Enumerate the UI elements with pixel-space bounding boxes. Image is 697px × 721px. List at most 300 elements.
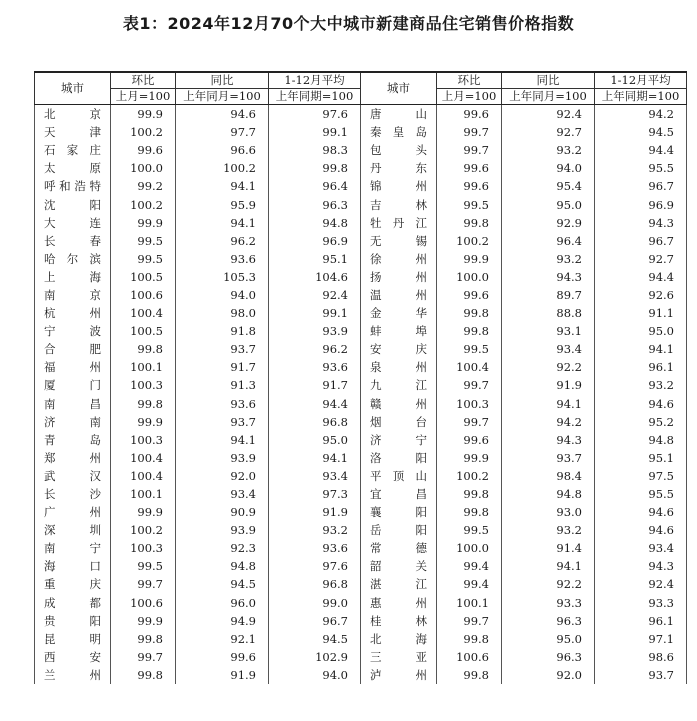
left-yoy-cell: 91.9	[176, 666, 269, 684]
right-mom-cell: 100.0	[437, 268, 502, 286]
right-city-cell: 丹东	[361, 159, 437, 177]
table-row	[35, 449, 687, 467]
left-yoy-cell: 94.1	[176, 431, 269, 449]
left-city-cell: 沈阳	[35, 195, 111, 213]
right-yoy-cell: 93.7	[502, 449, 595, 467]
left-yoy-cell: 92.0	[176, 467, 269, 485]
header-mom-left: 环比	[111, 72, 176, 89]
left-yoy-cell: 94.6	[176, 105, 269, 124]
left-yoy-cell: 94.9	[176, 612, 269, 630]
right-yoy-cell: 95.0	[502, 195, 595, 213]
left-city-cell: 青岛	[35, 431, 111, 449]
right-yoy-cell: 94.3	[502, 268, 595, 286]
header-mom-base-right: 上月=100	[437, 89, 502, 105]
right-avg-cell: 95.5	[595, 485, 687, 503]
right-mom-cell: 100.2	[437, 232, 502, 250]
left-yoy-cell: 94.8	[176, 557, 269, 575]
right-avg-cell: 94.6	[595, 503, 687, 521]
left-city-cell: 济南	[35, 413, 111, 431]
right-yoy-cell: 96.4	[502, 232, 595, 250]
table-row	[35, 648, 687, 666]
left-city-cell: 成都	[35, 594, 111, 612]
right-yoy-cell: 96.3	[502, 648, 595, 666]
right-city-cell: 平顶山	[361, 467, 437, 485]
left-city-cell: 石家庄	[35, 141, 111, 159]
left-yoy-cell: 94.1	[176, 214, 269, 232]
right-yoy-cell: 92.7	[502, 123, 595, 141]
right-mom-cell: 100.0	[437, 539, 502, 557]
right-mom-cell: 99.8	[437, 322, 502, 340]
left-city-cell: 南京	[35, 286, 111, 304]
right-avg-cell: 93.3	[595, 594, 687, 612]
right-avg-cell: 92.6	[595, 286, 687, 304]
right-avg-cell: 95.1	[595, 449, 687, 467]
right-avg-cell: 96.7	[595, 177, 687, 195]
table-row	[35, 467, 687, 485]
right-avg-cell: 94.5	[595, 123, 687, 141]
table-row	[35, 268, 687, 286]
right-mom-cell: 99.8	[437, 304, 502, 322]
left-city-cell: 长沙	[35, 485, 111, 503]
table-row	[35, 177, 687, 195]
left-city-cell: 合肥	[35, 340, 111, 358]
right-city-cell: 无锡	[361, 232, 437, 250]
right-mom-cell: 99.5	[437, 521, 502, 539]
header-yoy-base-right: 上年同月=100	[502, 89, 595, 105]
left-avg-cell: 97.3	[269, 485, 361, 503]
right-avg-cell: 95.2	[595, 413, 687, 431]
left-yoy-cell: 96.6	[176, 141, 269, 159]
left-mom-cell: 99.8	[111, 340, 176, 358]
left-city-cell: 太原	[35, 159, 111, 177]
right-avg-cell: 93.2	[595, 376, 687, 394]
right-yoy-cell: 96.3	[502, 612, 595, 630]
left-mom-cell: 99.7	[111, 648, 176, 666]
right-mom-cell: 100.4	[437, 358, 502, 376]
right-mom-cell: 99.8	[437, 503, 502, 521]
table-row	[35, 431, 687, 449]
left-mom-cell: 100.5	[111, 268, 176, 286]
left-mom-cell: 100.4	[111, 467, 176, 485]
right-city-cell: 吉林	[361, 195, 437, 213]
right-city-cell: 秦皇岛	[361, 123, 437, 141]
left-avg-cell: 94.1	[269, 449, 361, 467]
right-yoy-cell: 95.4	[502, 177, 595, 195]
right-mom-cell: 99.6	[437, 159, 502, 177]
right-city-cell: 岳阳	[361, 521, 437, 539]
right-yoy-cell: 98.4	[502, 467, 595, 485]
right-city-cell: 扬州	[361, 268, 437, 286]
right-avg-cell: 94.4	[595, 268, 687, 286]
right-city-cell: 烟台	[361, 413, 437, 431]
left-avg-cell: 93.2	[269, 521, 361, 539]
right-avg-cell: 94.3	[595, 214, 687, 232]
left-city-cell: 西安	[35, 648, 111, 666]
left-avg-cell: 99.1	[269, 123, 361, 141]
table-row	[35, 159, 687, 177]
header-mom-right: 环比	[437, 72, 502, 89]
left-city-cell: 哈尔滨	[35, 250, 111, 268]
table-row	[35, 594, 687, 612]
table-row	[35, 250, 687, 268]
table-row	[35, 413, 687, 431]
right-yoy-cell: 91.9	[502, 376, 595, 394]
left-yoy-cell: 91.7	[176, 358, 269, 376]
right-avg-cell: 94.6	[595, 521, 687, 539]
left-avg-cell: 94.0	[269, 666, 361, 684]
left-avg-cell: 97.6	[269, 557, 361, 575]
left-yoy-cell: 93.4	[176, 485, 269, 503]
left-city-cell: 贵阳	[35, 612, 111, 630]
right-city-cell: 宜昌	[361, 485, 437, 503]
table-row	[35, 666, 687, 684]
left-yoy-cell: 95.9	[176, 195, 269, 213]
left-yoy-cell: 94.5	[176, 575, 269, 593]
right-avg-cell: 93.7	[595, 666, 687, 684]
right-yoy-cell: 94.3	[502, 431, 595, 449]
right-mom-cell: 100.2	[437, 467, 502, 485]
right-mom-cell: 99.7	[437, 413, 502, 431]
left-mom-cell: 100.5	[111, 322, 176, 340]
left-city-cell: 南宁	[35, 539, 111, 557]
left-yoy-cell: 98.0	[176, 304, 269, 322]
right-avg-cell: 94.6	[595, 395, 687, 413]
left-avg-cell: 97.6	[269, 105, 361, 124]
right-mom-cell: 100.1	[437, 594, 502, 612]
header-city-right: 城市	[361, 72, 437, 105]
right-city-cell: 三亚	[361, 648, 437, 666]
left-mom-cell: 99.5	[111, 232, 176, 250]
left-avg-cell: 99.0	[269, 594, 361, 612]
right-city-cell: 常德	[361, 539, 437, 557]
table-row	[35, 358, 687, 376]
left-mom-cell: 99.9	[111, 503, 176, 521]
left-mom-cell: 100.2	[111, 123, 176, 141]
left-mom-cell: 99.9	[111, 105, 176, 124]
left-avg-cell: 91.9	[269, 503, 361, 521]
left-yoy-cell: 91.8	[176, 322, 269, 340]
left-mom-cell: 100.2	[111, 195, 176, 213]
right-mom-cell: 99.8	[437, 630, 502, 648]
right-yoy-cell: 92.9	[502, 214, 595, 232]
right-mom-cell: 99.9	[437, 449, 502, 467]
left-yoy-cell: 100.2	[176, 159, 269, 177]
right-avg-cell: 96.1	[595, 612, 687, 630]
right-yoy-cell: 91.4	[502, 539, 595, 557]
header-yoy-right: 同比	[502, 72, 595, 89]
right-yoy-cell: 94.2	[502, 413, 595, 431]
right-city-cell: 九江	[361, 376, 437, 394]
right-city-cell: 济宁	[361, 431, 437, 449]
right-city-cell: 洛阳	[361, 449, 437, 467]
right-city-cell: 赣州	[361, 395, 437, 413]
table-row	[35, 340, 687, 358]
right-yoy-cell: 94.0	[502, 159, 595, 177]
right-yoy-cell: 92.4	[502, 105, 595, 124]
right-city-cell: 韶关	[361, 557, 437, 575]
left-mom-cell: 100.4	[111, 449, 176, 467]
left-yoy-cell: 96.0	[176, 594, 269, 612]
left-avg-cell: 95.0	[269, 431, 361, 449]
right-city-cell: 安庆	[361, 340, 437, 358]
right-mom-cell: 99.5	[437, 340, 502, 358]
right-mom-cell: 99.8	[437, 214, 502, 232]
left-yoy-cell: 93.9	[176, 449, 269, 467]
left-avg-cell: 93.9	[269, 322, 361, 340]
right-city-cell: 泸州	[361, 666, 437, 684]
right-yoy-cell: 93.2	[502, 141, 595, 159]
left-mom-cell: 99.9	[111, 612, 176, 630]
right-city-cell: 蚌埠	[361, 322, 437, 340]
right-city-cell: 徐州	[361, 250, 437, 268]
right-mom-cell: 99.6	[437, 286, 502, 304]
left-city-cell: 兰州	[35, 666, 111, 684]
left-avg-cell: 94.4	[269, 395, 361, 413]
right-city-cell: 襄阳	[361, 503, 437, 521]
right-yoy-cell: 92.2	[502, 358, 595, 376]
right-mom-cell: 99.7	[437, 141, 502, 159]
right-avg-cell: 92.4	[595, 575, 687, 593]
right-city-cell: 惠州	[361, 594, 437, 612]
left-avg-cell: 91.7	[269, 376, 361, 394]
right-city-cell: 金华	[361, 304, 437, 322]
left-avg-cell: 93.4	[269, 467, 361, 485]
right-avg-cell: 94.3	[595, 557, 687, 575]
left-avg-cell: 92.4	[269, 286, 361, 304]
right-avg-cell: 98.6	[595, 648, 687, 666]
left-yoy-cell: 93.9	[176, 521, 269, 539]
right-yoy-cell: 95.0	[502, 630, 595, 648]
left-yoy-cell: 94.0	[176, 286, 269, 304]
left-avg-cell: 104.6	[269, 268, 361, 286]
table-row	[35, 232, 687, 250]
header-avg-base-left: 上年同期=100	[269, 89, 361, 105]
left-city-cell: 广州	[35, 503, 111, 521]
left-mom-cell: 99.9	[111, 214, 176, 232]
table-row	[35, 630, 687, 648]
table-body	[35, 105, 687, 685]
left-avg-cell: 99.1	[269, 304, 361, 322]
table-row	[35, 123, 687, 141]
left-yoy-cell: 93.6	[176, 250, 269, 268]
left-avg-cell: 96.7	[269, 612, 361, 630]
table-row	[35, 195, 687, 213]
left-avg-cell: 94.8	[269, 214, 361, 232]
right-mom-cell: 99.4	[437, 575, 502, 593]
right-yoy-cell: 94.1	[502, 395, 595, 413]
right-city-cell: 包头	[361, 141, 437, 159]
right-yoy-cell: 89.7	[502, 286, 595, 304]
left-mom-cell: 100.3	[111, 539, 176, 557]
right-yoy-cell: 93.2	[502, 521, 595, 539]
left-avg-cell: 96.9	[269, 232, 361, 250]
right-yoy-cell: 92.2	[502, 575, 595, 593]
header-avg-left: 1-12月平均	[269, 72, 361, 89]
left-city-cell: 长春	[35, 232, 111, 250]
right-yoy-cell: 94.8	[502, 485, 595, 503]
right-avg-cell: 94.4	[595, 141, 687, 159]
right-mom-cell: 100.6	[437, 648, 502, 666]
table-row	[35, 322, 687, 340]
left-avg-cell: 96.8	[269, 575, 361, 593]
right-yoy-cell: 88.8	[502, 304, 595, 322]
left-avg-cell: 96.2	[269, 340, 361, 358]
right-city-cell: 桂林	[361, 612, 437, 630]
left-city-cell: 厦门	[35, 376, 111, 394]
left-avg-cell: 96.4	[269, 177, 361, 195]
left-mom-cell: 100.4	[111, 304, 176, 322]
left-city-cell: 福州	[35, 358, 111, 376]
left-yoy-cell: 97.7	[176, 123, 269, 141]
right-yoy-cell: 93.4	[502, 340, 595, 358]
left-mom-cell: 99.8	[111, 630, 176, 648]
left-mom-cell: 99.9	[111, 413, 176, 431]
left-city-cell: 天津	[35, 123, 111, 141]
right-mom-cell: 99.7	[437, 612, 502, 630]
table-row	[35, 395, 687, 413]
header-avg-base-right: 上年同期=100	[595, 89, 687, 105]
table-row	[35, 286, 687, 304]
table-row	[35, 575, 687, 593]
left-avg-cell: 99.8	[269, 159, 361, 177]
table-row	[35, 214, 687, 232]
right-city-cell: 泉州	[361, 358, 437, 376]
left-city-cell: 深圳	[35, 521, 111, 539]
right-mom-cell: 99.5	[437, 195, 502, 213]
left-mom-cell: 100.1	[111, 358, 176, 376]
left-avg-cell: 93.6	[269, 358, 361, 376]
left-avg-cell: 102.9	[269, 648, 361, 666]
right-city-cell: 温州	[361, 286, 437, 304]
right-mom-cell: 99.4	[437, 557, 502, 575]
left-city-cell: 郑州	[35, 449, 111, 467]
table-row	[35, 503, 687, 521]
right-city-cell: 湛江	[361, 575, 437, 593]
left-avg-cell: 98.3	[269, 141, 361, 159]
table-row	[35, 141, 687, 159]
left-avg-cell: 95.1	[269, 250, 361, 268]
right-city-cell: 唐山	[361, 105, 437, 124]
price-index-table	[34, 71, 687, 684]
left-city-cell: 重庆	[35, 575, 111, 593]
left-yoy-cell: 93.7	[176, 413, 269, 431]
left-avg-cell: 94.5	[269, 630, 361, 648]
right-mom-cell: 99.6	[437, 431, 502, 449]
right-avg-cell: 96.7	[595, 232, 687, 250]
right-avg-cell: 91.1	[595, 304, 687, 322]
left-mom-cell: 100.1	[111, 485, 176, 503]
right-avg-cell: 97.1	[595, 630, 687, 648]
table-row	[35, 539, 687, 557]
right-yoy-cell: 93.0	[502, 503, 595, 521]
header-yoy-base-left: 上年同月=100	[176, 89, 269, 105]
right-yoy-cell: 93.1	[502, 322, 595, 340]
left-mom-cell: 99.5	[111, 557, 176, 575]
left-yoy-cell: 99.6	[176, 648, 269, 666]
right-avg-cell: 97.5	[595, 467, 687, 485]
right-mom-cell: 99.9	[437, 250, 502, 268]
table-row	[35, 304, 687, 322]
table-row	[35, 105, 687, 124]
header-yoy-left: 同比	[176, 72, 269, 89]
left-mom-cell: 99.2	[111, 177, 176, 195]
right-mom-cell: 99.7	[437, 123, 502, 141]
right-avg-cell: 95.5	[595, 159, 687, 177]
left-mom-cell: 99.5	[111, 250, 176, 268]
table-row	[35, 557, 687, 575]
right-avg-cell: 93.4	[595, 539, 687, 557]
table-title: 表1：2024年12月70个大中城市新建商品住宅销售价格指数	[122, 14, 575, 33]
table-row	[35, 485, 687, 503]
left-mom-cell: 100.3	[111, 376, 176, 394]
right-yoy-cell: 93.2	[502, 250, 595, 268]
right-avg-cell: 94.8	[595, 431, 687, 449]
left-yoy-cell: 92.3	[176, 539, 269, 557]
left-yoy-cell: 94.1	[176, 177, 269, 195]
left-yoy-cell: 93.7	[176, 340, 269, 358]
left-city-cell: 昆明	[35, 630, 111, 648]
left-mom-cell: 99.7	[111, 575, 176, 593]
left-yoy-cell: 90.9	[176, 503, 269, 521]
left-avg-cell: 96.8	[269, 413, 361, 431]
right-mom-cell: 99.7	[437, 376, 502, 394]
right-city-cell: 牡丹江	[361, 214, 437, 232]
left-yoy-cell: 93.6	[176, 395, 269, 413]
right-mom-cell: 99.8	[437, 485, 502, 503]
left-city-cell: 大连	[35, 214, 111, 232]
right-mom-cell: 100.3	[437, 395, 502, 413]
table-row	[35, 376, 687, 394]
right-avg-cell: 95.0	[595, 322, 687, 340]
left-city-cell: 海口	[35, 557, 111, 575]
left-city-cell: 宁波	[35, 322, 111, 340]
right-yoy-cell: 92.0	[502, 666, 595, 684]
left-yoy-cell: 91.3	[176, 376, 269, 394]
left-mom-cell: 99.6	[111, 141, 176, 159]
left-mom-cell: 100.6	[111, 594, 176, 612]
right-avg-cell: 94.1	[595, 340, 687, 358]
left-city-cell: 南昌	[35, 395, 111, 413]
right-mom-cell: 99.8	[437, 666, 502, 684]
left-city-cell: 杭州	[35, 304, 111, 322]
left-avg-cell: 96.3	[269, 195, 361, 213]
left-city-cell: 北京	[35, 105, 111, 124]
left-city-cell: 呼和浩特	[35, 177, 111, 195]
left-mom-cell: 100.2	[111, 521, 176, 539]
right-city-cell: 北海	[361, 630, 437, 648]
right-avg-cell: 92.7	[595, 250, 687, 268]
left-mom-cell: 99.8	[111, 666, 176, 684]
right-yoy-cell: 93.3	[502, 594, 595, 612]
left-mom-cell: 99.8	[111, 395, 176, 413]
left-yoy-cell: 92.1	[176, 630, 269, 648]
left-avg-cell: 93.6	[269, 539, 361, 557]
header-mom-base-left: 上月=100	[111, 89, 176, 105]
right-city-cell: 锦州	[361, 177, 437, 195]
right-yoy-cell: 94.1	[502, 557, 595, 575]
left-city-cell: 武汉	[35, 467, 111, 485]
right-avg-cell: 96.1	[595, 358, 687, 376]
table-row	[35, 521, 687, 539]
left-yoy-cell: 105.3	[176, 268, 269, 286]
right-mom-cell: 99.6	[437, 105, 502, 124]
left-yoy-cell: 96.2	[176, 232, 269, 250]
header-city-left: 城市	[35, 72, 111, 105]
header-avg-right: 1-12月平均	[595, 72, 687, 89]
right-mom-cell: 99.6	[437, 177, 502, 195]
left-mom-cell: 100.0	[111, 159, 176, 177]
right-avg-cell: 94.2	[595, 105, 687, 124]
